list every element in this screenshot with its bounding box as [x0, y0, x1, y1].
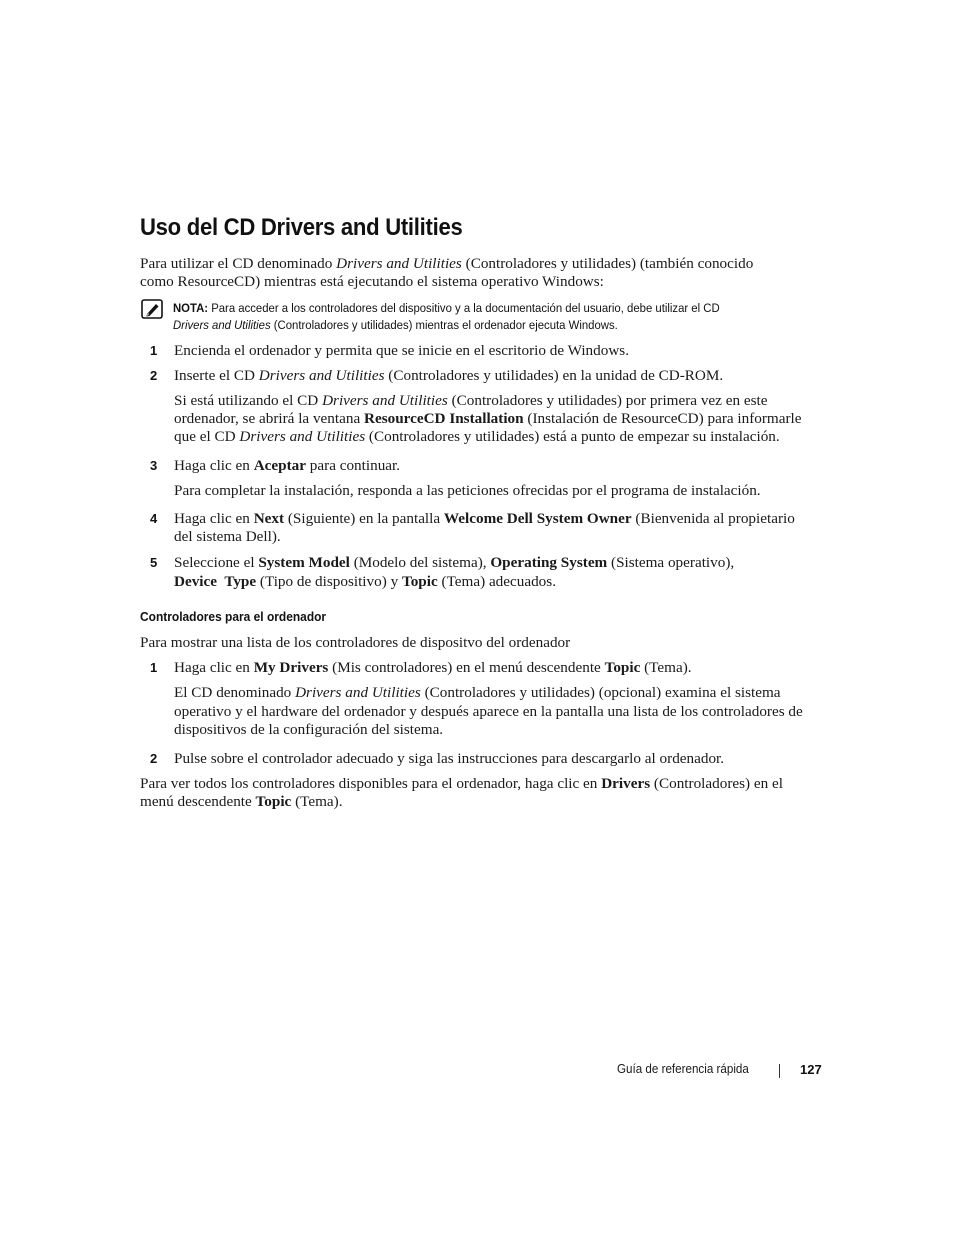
text-run-italic: Drivers and Utilities [295, 684, 421, 701]
text-run-bold: Topic [255, 793, 292, 810]
step-detail-line [174, 410, 802, 429]
footer-divider [779, 1064, 780, 1078]
text-run: (Mis controladores) en el menú descendente [328, 659, 605, 676]
step-number: 1 [150, 660, 158, 675]
text-run: menú descendente [140, 793, 256, 810]
text-run-bold: System Model [258, 554, 350, 571]
text-run: (Controladores y utilidades) por primera vez en este [447, 392, 768, 409]
step-detail-line: operativo y el hardware del ordenador y después aparece en la pantalla una lista de los controladores de [174, 703, 803, 720]
footer-label: Guía de referencia rápida [617, 1062, 749, 1076]
text-run: Para ver todos los controladores disponibles para el ordenador, haga clic en [140, 775, 602, 792]
step-detail-line: dispositivos de la configuración del sistema. [174, 721, 444, 738]
step-text [174, 659, 692, 678]
step-detail-line: Para completar la instalación, responda a las peticiones ofrecidas por el programa de instalación. [174, 482, 761, 499]
page-number: 127 [800, 1062, 822, 1077]
step-number: 5 [150, 555, 158, 570]
text-run-italic: Drivers and Utilities [258, 367, 385, 384]
text-run: Para acceder a los controladores del dispositivo y a la documentación del usuario, debe utilizar el CD [208, 301, 720, 315]
section-subheading: Controladores para el ordenador [140, 609, 327, 624]
step-number: 2 [150, 751, 158, 766]
text-run: (Controladores y utilidades) en la unidad de CD-ROM. [384, 367, 724, 384]
step-text [174, 554, 734, 573]
step-text [174, 510, 795, 529]
text-run: (Controladores y utilidades) está a punto de empezar su instalación. [365, 428, 780, 445]
pencil-note-icon [141, 299, 163, 319]
text-run: para continuar. [306, 457, 401, 474]
text-run: Para utilizar el CD denominado [140, 255, 337, 272]
section-intro: Para mostrar una lista de los controladores de dispositvo del ordenador [140, 634, 571, 651]
text-run-bold: Topic [401, 573, 438, 590]
step-text: Pulse sobre el controlador adecuado y siga las instrucciones para descargarlo al ordenador. [174, 750, 725, 767]
step-text [174, 457, 400, 476]
text-run: (Tipo de dispositivo) y [256, 573, 402, 590]
closing-line-2 [140, 793, 343, 812]
text-run-bold: Device Type [174, 573, 257, 590]
text-run-bold: Aceptar [253, 457, 306, 474]
text-run: (Controladores) en el [650, 775, 783, 792]
step-text [174, 367, 723, 386]
text-run-italic: Drivers and Utilities [336, 255, 462, 272]
text-run: (Siguiente) en la pantalla [284, 510, 444, 527]
text-run-italic: Drivers and Utilities [322, 392, 448, 409]
step-number: 4 [150, 511, 158, 526]
step-detail-line [174, 428, 780, 447]
text-run: (Modelo del sistema), [349, 554, 491, 571]
text-run: (Sistema operativo), [607, 554, 735, 571]
step-detail-line [174, 684, 781, 703]
text-run-bold: ResourceCD Installation [363, 410, 524, 427]
step-number: 2 [150, 368, 158, 383]
step-text-line-2 [174, 573, 556, 592]
text-run: (Controladores y utilidades) (opcional) examina el sistema [420, 684, 781, 701]
text-run: Si está utilizando el CD [174, 392, 323, 409]
text-run-bold: Operating System [490, 554, 608, 571]
step-detail-line [174, 392, 767, 411]
text-run: que el CD [174, 428, 240, 445]
text-run: (Bienvenida al propietario [631, 510, 795, 527]
text-run: Haga clic en [174, 659, 254, 676]
note-label: NOTA: [173, 301, 209, 315]
text-run: (Tema). [291, 793, 343, 810]
text-run: (Instalación de ResourceCD) para informarle [523, 410, 802, 427]
text-run: El CD denominado [174, 684, 296, 701]
note-line-2 [173, 317, 618, 334]
step-number: 1 [150, 343, 158, 358]
page-title: Uso del CD Drivers and Utilities [140, 214, 463, 241]
intro-line-1 [140, 255, 753, 274]
text-run: (Controladores y utilidades) mientras el ordenador ejecuta Windows. [270, 318, 618, 332]
step-text: Encienda el ordenador y permita que se inicie en el escritorio de Windows. [174, 342, 629, 359]
step-text-line-2: del sistema Dell). [174, 528, 281, 545]
text-run: (Tema). [640, 659, 692, 676]
text-run-bold: Welcome Dell System Owner [443, 510, 632, 527]
text-run: (Tema) adecuados. [437, 573, 556, 590]
text-run-italic: Drivers and Utilities [173, 318, 271, 332]
text-run-bold: Next [253, 510, 285, 527]
text-run: Haga clic en [174, 510, 254, 527]
text-run-italic: Drivers and Utilities [239, 428, 366, 445]
intro-line-2: como ResourceCD) mientras está ejecutando el sistema operativo Windows: [140, 273, 604, 290]
text-run-bold: My Drivers [253, 659, 329, 676]
text-run: ordenador, se abrirá la ventana [174, 410, 364, 427]
text-run: Haga clic en [174, 457, 254, 474]
text-run-bold: Topic [604, 659, 641, 676]
text-run-bold: Drivers [601, 775, 651, 792]
note-line-1 [173, 300, 720, 317]
step-number: 3 [150, 458, 158, 473]
text-run: Inserte el CD [174, 367, 259, 384]
text-run: Seleccione el [174, 554, 259, 571]
closing-line-1 [140, 775, 783, 794]
text-run: (Controladores y utilidades) (también conocido [461, 255, 754, 272]
